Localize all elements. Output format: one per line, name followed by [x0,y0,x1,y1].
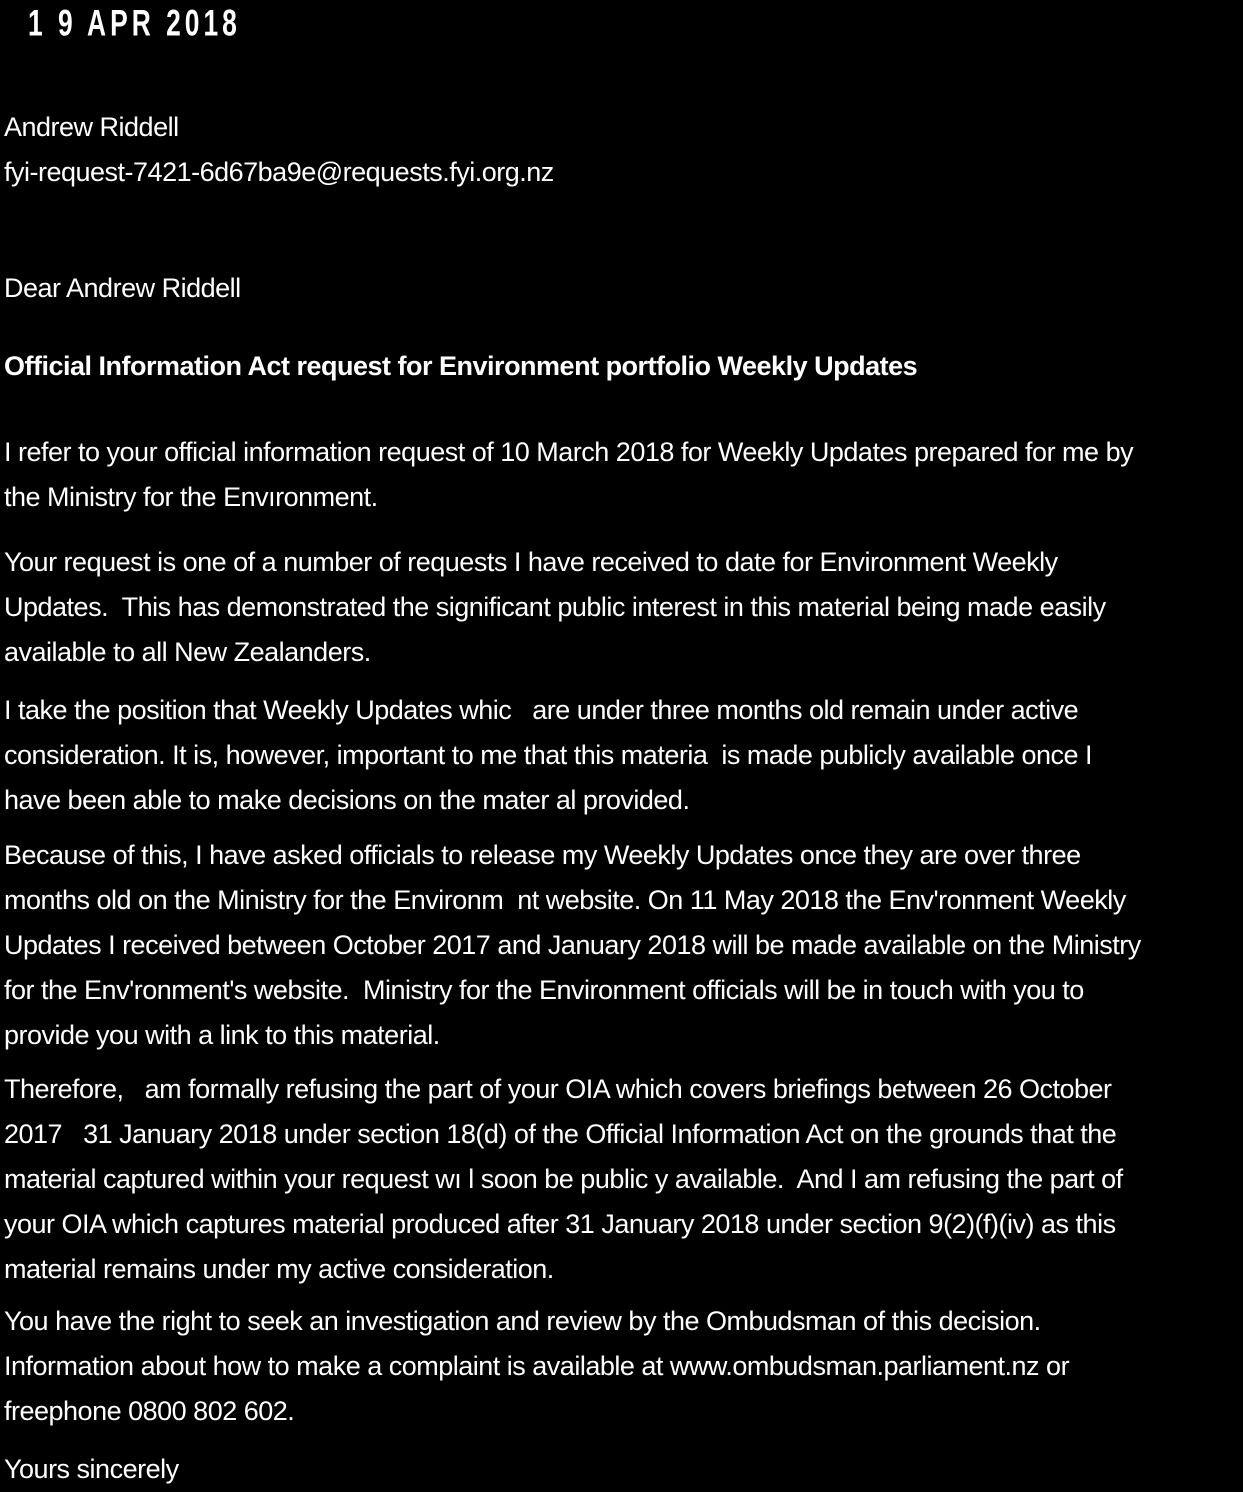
paragraph-4 [4,833,1243,1058]
recipient-name: Andrew Riddell [4,112,179,142]
date-received-stamp: 1 9 APR 2018 [28,2,241,44]
paragraph-2 [4,540,1243,675]
paragraph-5 [4,1067,1243,1292]
paragraph-line: I take the position that Weekly Updates whic are under three months old remain under active [4,695,1079,725]
salutation-text: Dear Andrew Riddell [4,273,241,303]
recipient-email: fyi-request-7421-6d67ba9e@requests.fyi.org.nz [4,157,554,187]
recipient-block [4,105,1243,195]
paragraph-line: Your request is one of a number of requests I have received to date for Environment Weekly [4,547,1058,577]
paragraph-1 [4,430,1243,520]
paragraph-line: Updates I received between October 2017 and January 2018 will be made available on the Ministry [4,930,1141,960]
paragraph-line: You have the right to seek an investigation and review by the Ombudsman of this decision. [4,1306,1041,1336]
closing-block [4,1447,1243,1492]
paragraph-line: available to all New Zealanders. [4,637,371,667]
paragraph-line: 2017 31 January 2018 under section 18(d) of the Official Information Act on the grounds that the [4,1119,1117,1149]
subject-block [4,344,1243,389]
paragraph-line: Therefore, am formally refusing the part of your OIA which covers briefings between 26 October [4,1074,1112,1104]
paragraph-line: the Ministry for the Envıronment. [4,482,378,512]
salutation-block [4,266,1243,311]
paragraph-line: Updates. This has demonstrated the significant public interest in this material being made easily [4,592,1106,622]
closing-text: Yours sincerely [4,1454,179,1484]
paragraph-line: Because of this, I have asked officials to release my Weekly Updates once they are over three [4,840,1081,870]
paragraph-line: material captured within your request wı l soon be public y available. And I am refusing the part of [4,1164,1123,1194]
paragraph-line: freephone 0800 802 602. [4,1396,295,1426]
paragraph-line: I refer to your official information request of 10 March 2018 for Weekly Updates prepared for me by [4,437,1134,467]
subject-line: Official Information Act request for Environment portfolio Weekly Updates [4,351,918,381]
paragraph-line: for the Env'ronment's website. Ministry for the Environment officials will be in touch with you to [4,975,1084,1005]
paragraph-line: provide you with a link to this material. [4,1020,440,1050]
paragraph-3 [4,688,1243,823]
paragraph-line: have been able to make decisions on the mater al provided. [4,785,690,815]
paragraph-6 [4,1299,1243,1434]
paragraph-line: material remains under my active consideration. [4,1254,554,1284]
paragraph-line: Information about how to make a complaint is available at www.ombudsman.parliament.nz or [4,1351,1070,1381]
paragraph-line: consideration. It is, however, important to me that this materia is made publicly available once I [4,740,1093,770]
paragraph-line: months old on the Ministry for the Environm nt website. On 11 May 2018 the Env'ronment Weekly [4,885,1126,915]
paragraph-line: your OIA which captures material produced after 31 January 2018 under section 9(2)(f)(iv) as this [4,1209,1116,1239]
